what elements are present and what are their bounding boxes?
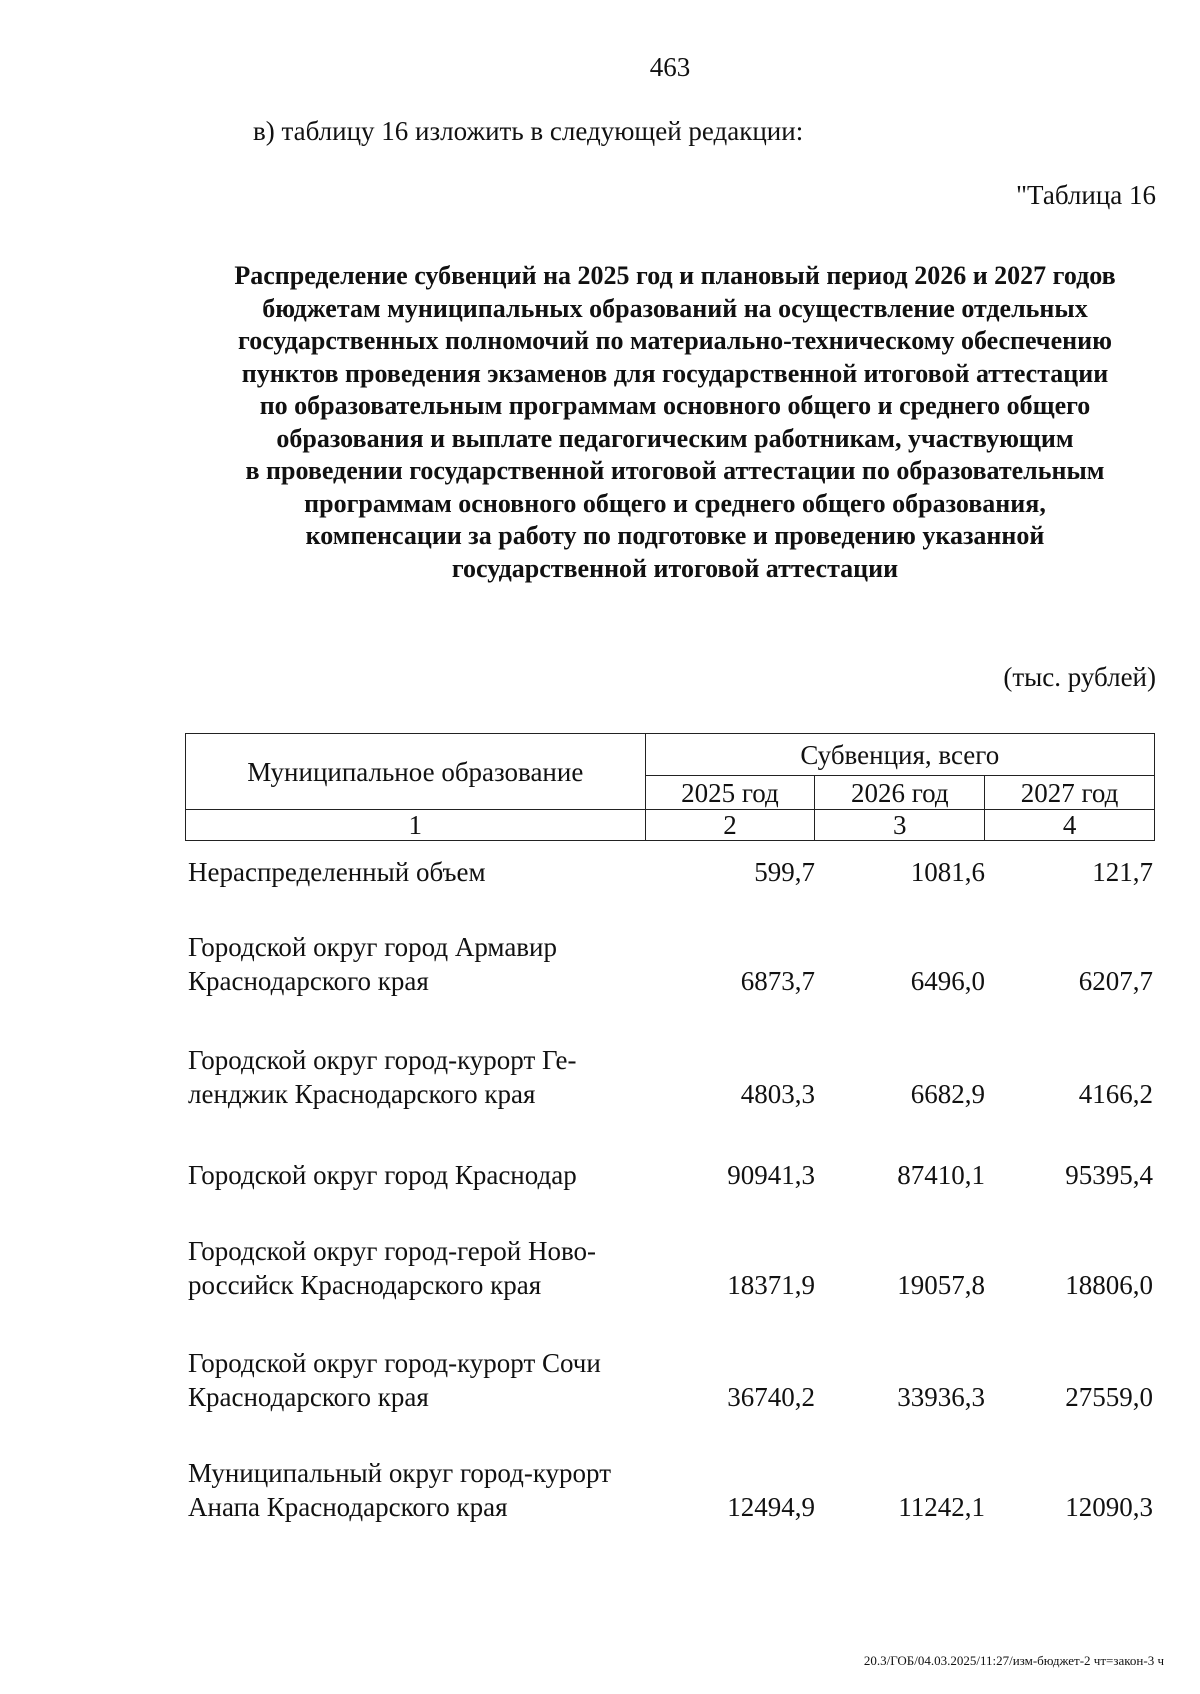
table-title: [160, 260, 1190, 585]
value-2026: 19057,8: [897, 1270, 985, 1300]
value-2027: 12090,3: [1065, 1492, 1153, 1522]
table-row: [185, 1158, 1155, 1192]
row-name: [188, 1346, 628, 1414]
title-line: пунктов проведения экзаменов для государственной итоговой аттестации: [241, 358, 1109, 388]
title-line: бюджетам муниципальных образований на осуществление отдельных: [262, 293, 1088, 323]
title-line: Распределение субвенций на 2025 год и плановый период 2026 и 2027 годов: [234, 261, 1116, 290]
value-2026: 6496,0: [910, 966, 985, 996]
row-name: [188, 1043, 628, 1111]
title-line: программам основного общего и среднего общего образования,: [304, 488, 1046, 518]
column-number-1: 1: [186, 810, 646, 841]
row-name-line: ленджик Краснодарского края: [188, 1079, 536, 1109]
title-line: государственной итоговой аттестации: [451, 553, 899, 583]
document-footer-code: 20.3/ГОБ/04.03.2025/11:27/изм-бюджет-2 чт=закон-3 ч: [863, 1653, 1164, 1668]
row-name: [188, 1158, 628, 1192]
value-2025: 6873,7: [740, 966, 815, 996]
row-name-line: Городской округ город-герой Ново-: [188, 1236, 597, 1266]
row-name: [188, 1234, 628, 1302]
intro-text: в) таблицу 16 изложить в следующей редакции:: [253, 116, 804, 146]
value-2026: 11242,1: [898, 1492, 985, 1522]
table-row: [185, 930, 1155, 998]
header-year-2026: 2026 год: [815, 776, 985, 810]
value-2027: 6207,7: [1078, 966, 1153, 996]
table-row: [185, 1346, 1155, 1414]
table-row: [185, 855, 1155, 889]
value-2027: 4166,2: [1078, 1079, 1153, 1109]
table-header: [185, 733, 1155, 841]
row-name-line: Краснодарского края: [188, 966, 429, 996]
row-name-line: Нераспределенный объем: [188, 857, 486, 887]
row-name-line: Муниципальный округ город-курорт: [188, 1458, 611, 1488]
page-number: 463: [649, 52, 691, 82]
column-number-3: 3: [815, 810, 985, 841]
table-row: [185, 1456, 1155, 1524]
units-label: (тыс. рублей): [1003, 662, 1156, 692]
column-number-4: 4: [985, 810, 1155, 841]
value-2025: 599,7: [754, 857, 815, 887]
title-line: компенсации за работу по подготовке и проведению указанной: [305, 521, 1045, 550]
value-2025: 4803,3: [740, 1079, 815, 1109]
value-2026: 1081,6: [910, 857, 985, 887]
header-subvention-total: Субвенция, всего: [645, 734, 1154, 776]
value-2025: 12494,9: [727, 1492, 815, 1522]
row-name-line: Краснодарского края: [188, 1382, 429, 1412]
row-name-line: российск Краснодарского края: [188, 1270, 542, 1300]
value-2025: 36740,2: [727, 1382, 815, 1412]
value-2027: 95395,4: [1065, 1160, 1153, 1190]
row-name-line: Городской округ город Краснодар: [188, 1160, 577, 1190]
row-name-line: Городской округ город Армавир: [188, 932, 557, 962]
table-row: [185, 1043, 1155, 1111]
title-line: в проведении государственной итоговой аттестации по образовательным: [245, 456, 1105, 485]
row-name-line: Городской округ город-курорт Ге-: [188, 1045, 577, 1075]
column-number-2: 2: [645, 810, 815, 841]
row-name: [188, 930, 628, 998]
row-name-line: Городской округ город-курорт Сочи: [188, 1348, 601, 1378]
row-name-line: Анапа Краснодарского края: [188, 1492, 508, 1522]
title-line: по образовательным программам основного общего и среднего общего: [259, 391, 1091, 420]
table-label: "Таблица 16: [1016, 180, 1156, 210]
title-line: государственных полномочий по материально-техническому обеспечению: [238, 326, 1112, 355]
value-2026: 33936,3: [897, 1382, 985, 1412]
header-municipality: Муниципальное образование: [186, 734, 646, 810]
row-name: [188, 855, 628, 889]
value-2025: 90941,3: [727, 1160, 815, 1190]
value-2027: 121,7: [1092, 857, 1153, 887]
value-2027: 27559,0: [1065, 1382, 1153, 1412]
title-line: образования и выплате педагогическим работникам, участвующим: [276, 423, 1074, 453]
header-year-2027: 2027 год: [985, 776, 1155, 810]
table-row: [185, 1234, 1155, 1302]
row-name: [188, 1456, 628, 1524]
value-2027: 18806,0: [1065, 1270, 1153, 1300]
value-2026: 6682,9: [910, 1079, 985, 1109]
value-2025: 18371,9: [727, 1270, 815, 1300]
header-year-2025: 2025 год: [645, 776, 815, 810]
value-2026: 87410,1: [897, 1160, 985, 1190]
